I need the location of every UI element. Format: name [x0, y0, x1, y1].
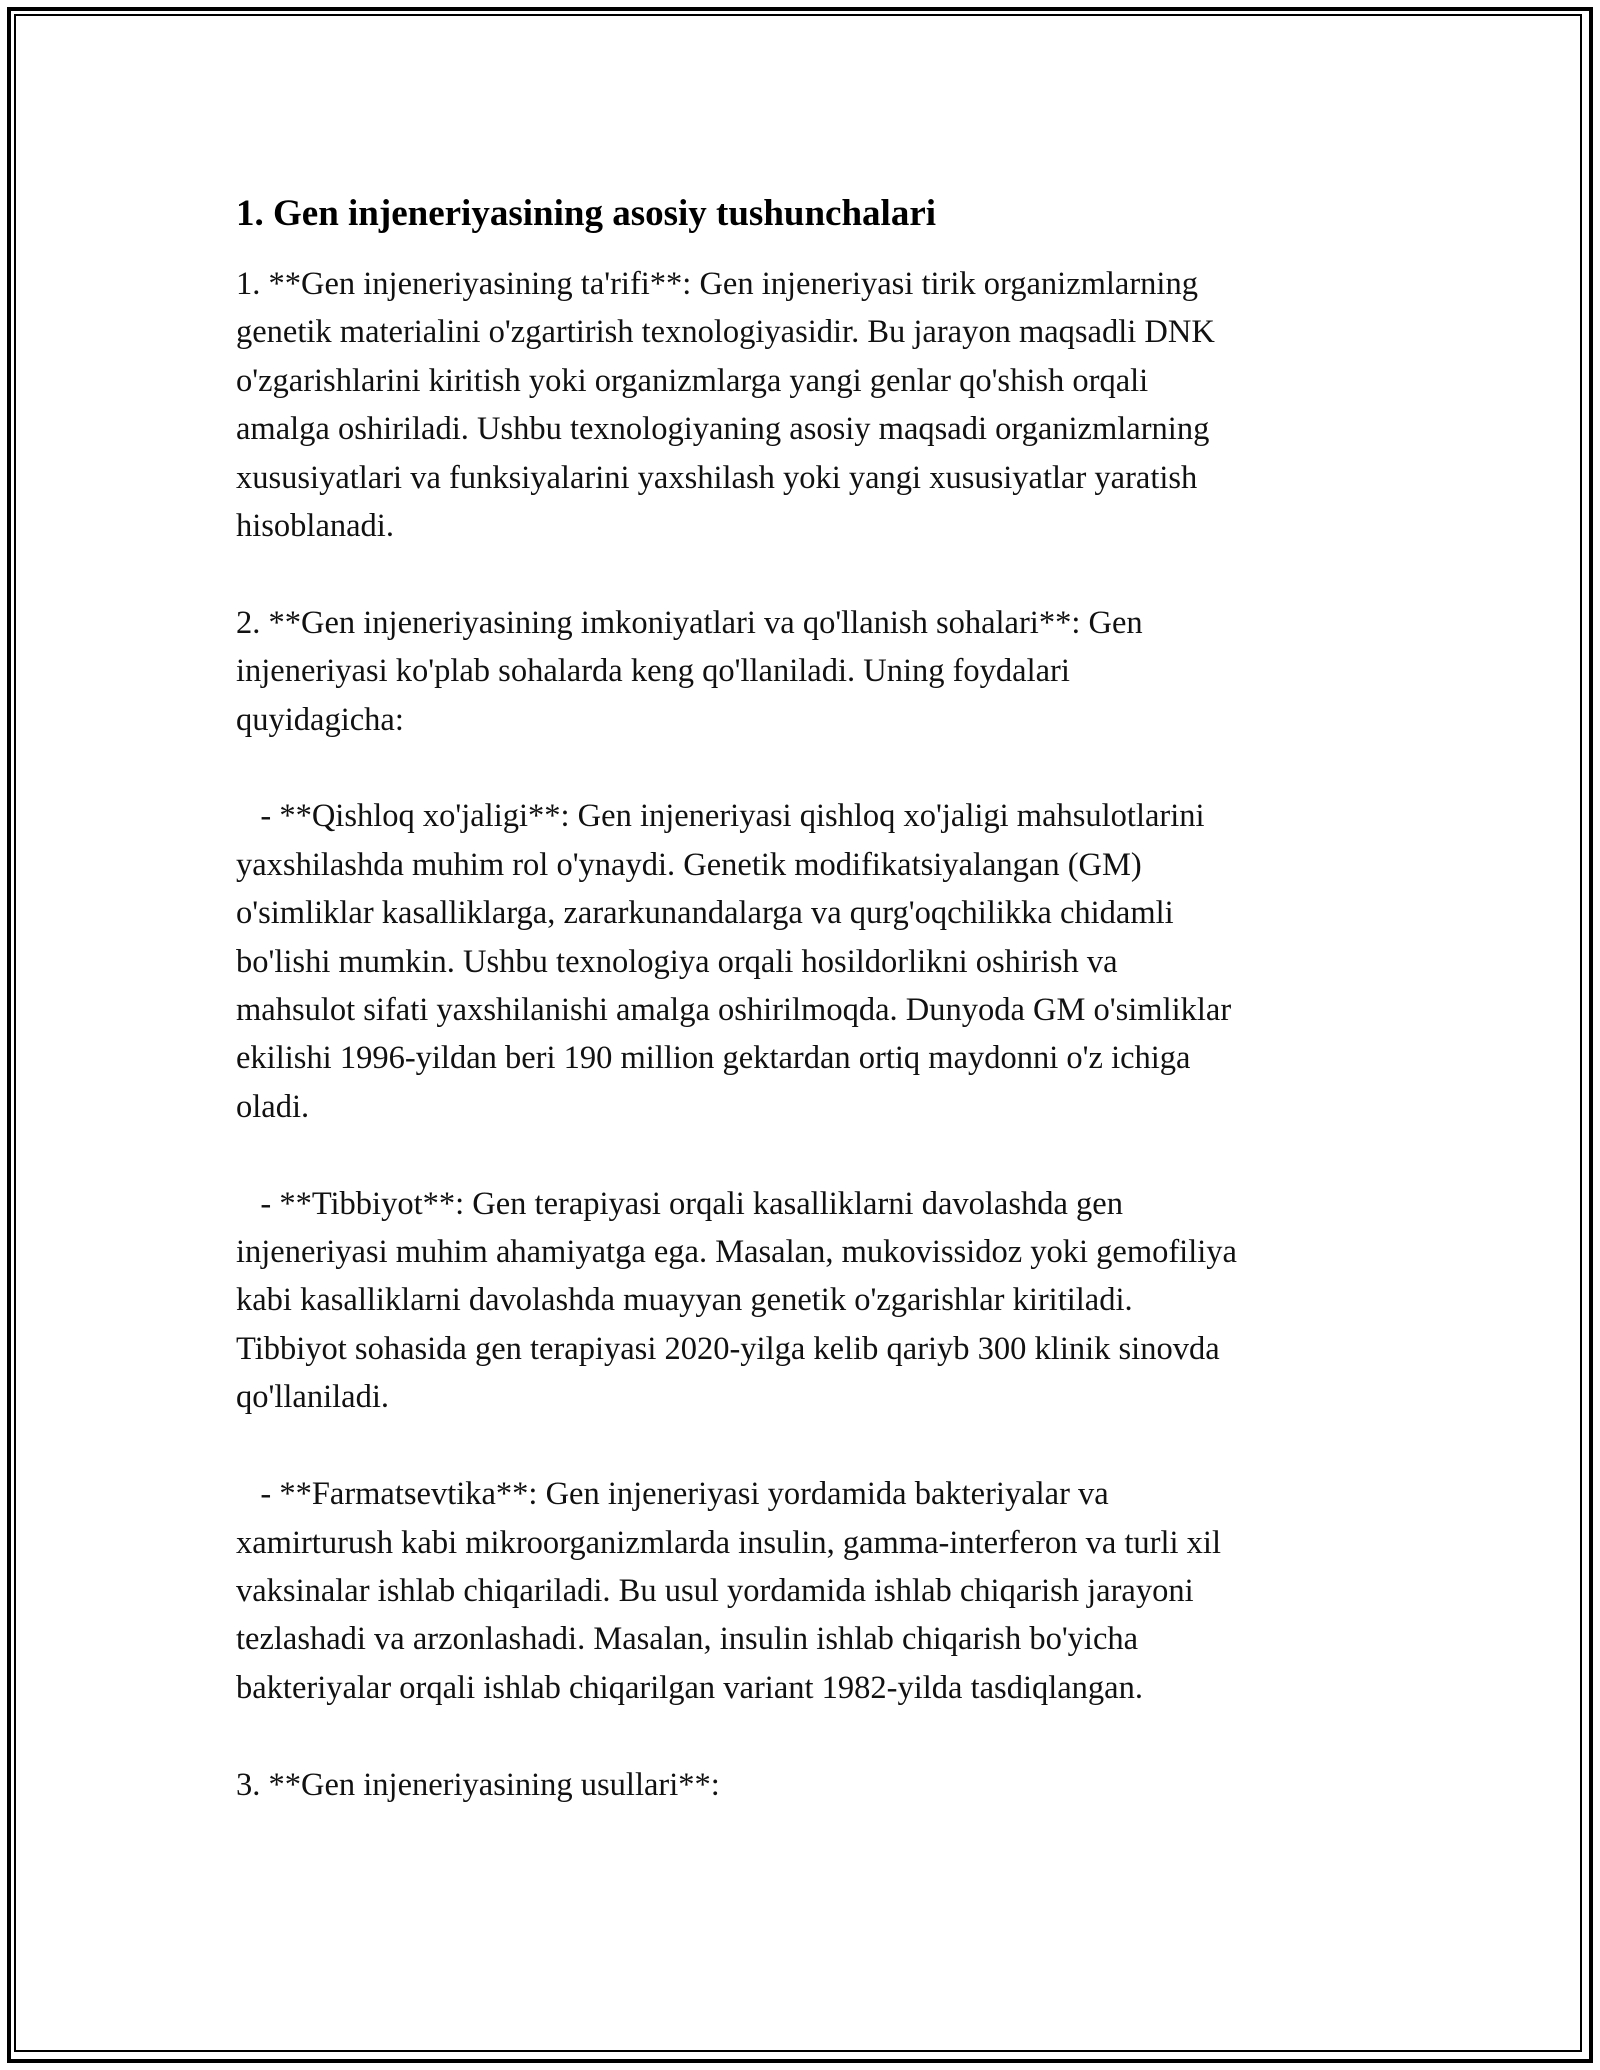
- text-line: hisoblanadi.: [236, 508, 394, 545]
- text-line: kabi kasalliklarni davolashda muayyan genetik o'zgarishlar kiritiladi.: [236, 1282, 1133, 1319]
- text-line: - **Farmatsevtika**: Gen injeneriyasi yordamida bakteriyalar va: [236, 1476, 1109, 1513]
- text-line: 1. **Gen injeneriyasining ta'rifi**: Gen injeneriyasi tirik organizmlarning: [236, 266, 1198, 302]
- text-line: tezlashadi va arzonlashadi. Masalan, insulin ishlab chiqarish bo'yicha: [236, 1621, 1139, 1658]
- text-line: xususiyatlari va funksiyalarini yaxshilash yoki yangi xususiyatlar yaratish: [236, 459, 1198, 496]
- paragraph-spacer: [236, 744, 1376, 792]
- paragraph-medicine: [236, 1180, 1376, 1422]
- paragraph-pharmaceutics: [236, 1470, 1376, 1712]
- text-line: Tibbiyot sohasida gen terapiyasi 2020-yilga kelib qariyb 300 klinik sinovda: [236, 1330, 1220, 1367]
- text-line: - **Tibbiyot**: Gen terapiyasi orqali kasalliklarni davolashda gen: [236, 1185, 1123, 1222]
- paragraph-spacer: [236, 1422, 1376, 1470]
- paragraph-applications: [236, 599, 1376, 744]
- section-heading: 1. Gen injeneriyasining asosiy tushunchalari: [236, 193, 937, 234]
- text-line: yaxshilashda muhim rol o'ynaydi. Genetik modifikatsiyalangan (GM): [236, 846, 1142, 883]
- text-line: mahsulot sifati yaxshilanishi amalga oshirilmoqda. Dunyoda GM o'simliklar: [236, 992, 1232, 1029]
- text-line: o'simliklar kasalliklarga, zararkunandalarga va qurg'oqchilikka chidamli: [236, 895, 1174, 932]
- text-line: xamirturush kabi mikroorganizmlarda insulin, gamma-interferon va turli xil: [236, 1524, 1221, 1561]
- text-line: genetik materialini o'zgartirish texnologiyasidir. Bu jarayon maqsadli DNK: [236, 314, 1215, 351]
- text-line: 3. **Gen injeneriyasining usullari**:: [236, 1766, 720, 1803]
- text-line: vaksinalar ishlab chiqariladi. Bu usul yordamida ishlab chiqarish jarayoni: [236, 1572, 1194, 1609]
- paragraph-agriculture: [236, 792, 1376, 1131]
- text-line: oladi.: [236, 1088, 310, 1125]
- text-line: o'zgarishlarini kiritish yoki organizmlarga yangi genlar qo'shish orqali: [236, 362, 1149, 399]
- text-line: - **Qishloq xo'jaligi**: Gen injeneriyasi qishloq xo'jaligi mahsulotlarini: [236, 798, 1205, 835]
- text-line: ekilishi 1996-yildan beri 190 million gektardan ortiq maydonni o'z ichiga: [236, 1040, 1191, 1077]
- text-line: bo'lishi mumkin. Ushbu texnologiya orqali hosildorlikni oshirish va: [236, 943, 1118, 980]
- text-line: injeneriyasi muhim ahamiyatga ega. Masalan, mukovissidoz yoki gemofiliya: [236, 1234, 1237, 1271]
- document-body: [236, 188, 1376, 1809]
- paragraph-spacer: [236, 1712, 1376, 1760]
- text-line: amalga oshiriladi. Ushbu texnologiyaning asosiy maqsadi organizmlarning: [236, 411, 1210, 448]
- paragraph-methods: [236, 1761, 1376, 1809]
- paragraph-definition: [236, 260, 1376, 550]
- text-line: qo'llaniladi.: [236, 1379, 389, 1416]
- text-line: 2. **Gen injeneriyasining imkoniyatlari va qo'llanish sohalari**: Gen: [236, 604, 1143, 641]
- text-line: injeneriyasi ko'plab sohalarda keng qo'llaniladi. Uning foydalari: [236, 653, 1070, 690]
- text-line: bakteriyalar orqali ishlab chiqarilgan variant 1982-yilda tasdiqlangan.: [236, 1669, 1143, 1706]
- text-line: quyidagicha:: [236, 701, 404, 738]
- paragraph-spacer: [236, 1131, 1376, 1179]
- paragraph-spacer: [236, 550, 1376, 598]
